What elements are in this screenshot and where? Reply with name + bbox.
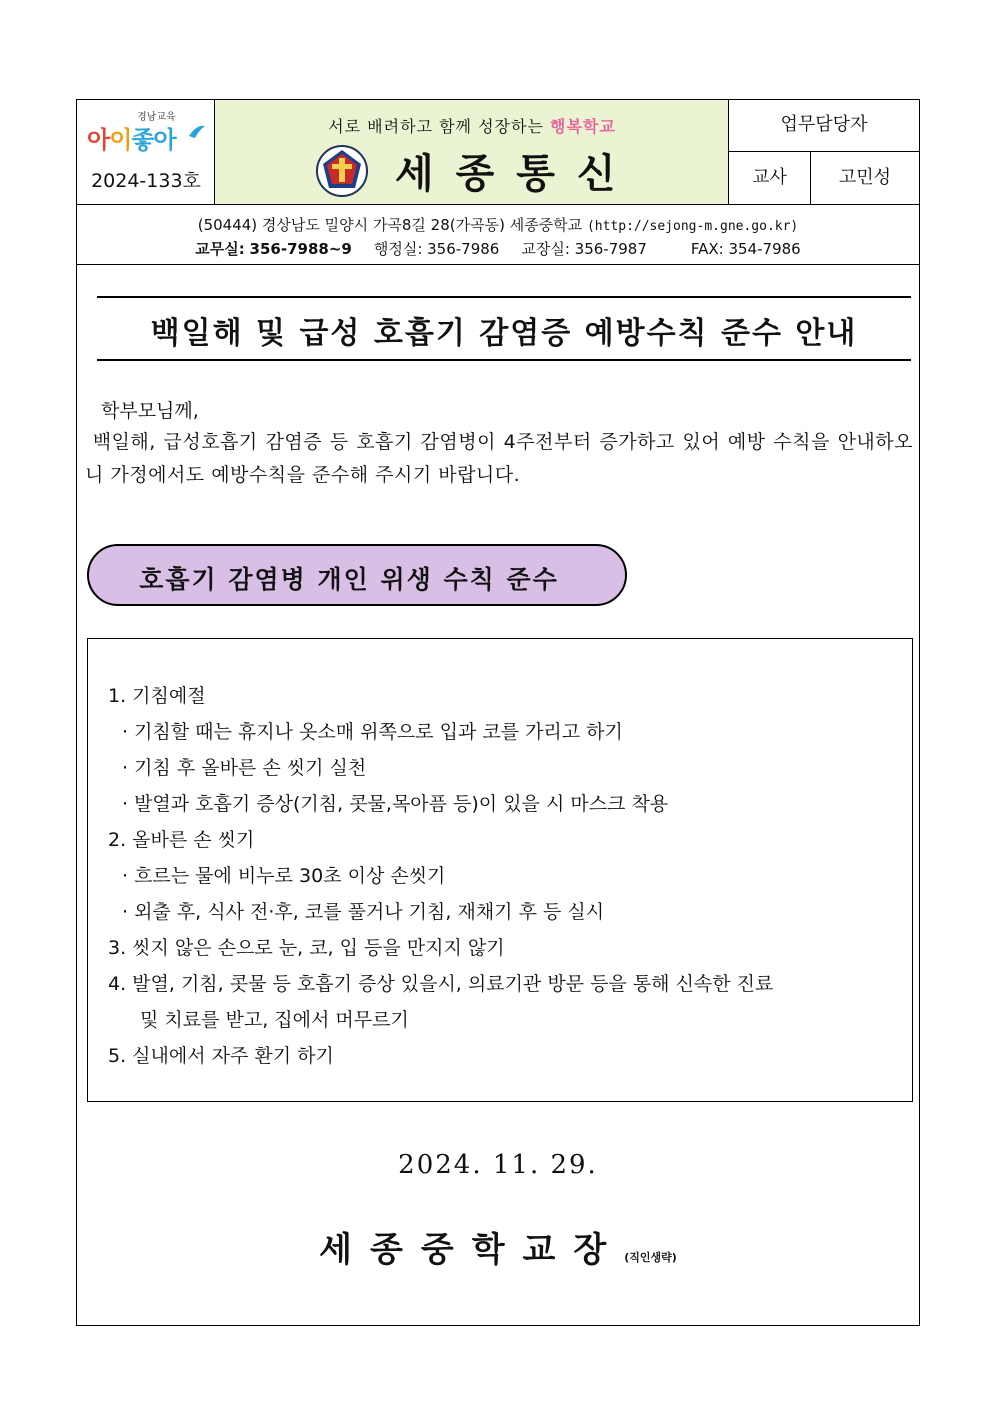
section-heading: 호흡기 감염병 개인 위생 수칙 준수 — [139, 565, 559, 594]
seal-omitted: (직인생략) — [624, 1251, 677, 1264]
admin-phone: 행정실: 356-7986 — [373, 240, 500, 258]
contact-numbers — [77, 238, 919, 259]
rule-item: · 기침할 때는 휴지나 옷소매 위쪽으로 입과 코를 가리고 하기 — [122, 721, 623, 743]
staff-name: 고민성 — [838, 167, 892, 188]
greeting: 학부모님께, — [101, 400, 199, 422]
logo-text: 아이좋아 — [87, 126, 176, 154]
issue-number: 2024-133호 — [91, 170, 201, 192]
staff-role: 교사 — [729, 152, 811, 204]
rule-item: 5. 실내에서 자주 환기 하기 — [108, 1045, 334, 1067]
office-label: 교무실: — [195, 240, 245, 258]
document-title: 백일해 및 급성 호흡기 감염증 예방수칙 준수 안내 — [150, 316, 858, 351]
slogan: 서로 배려하고 함께 성장하는 행복학교 — [328, 117, 616, 136]
ai-joa-logo — [87, 108, 207, 154]
title-rule-bottom — [97, 359, 911, 361]
rule-item: · 외출 후, 식사 전·후, 코를 풀거나 기침, 재채기 후 등 실시 — [122, 901, 605, 923]
rule-item: 4. 발열, 기침, 콧물 등 호흡기 증상 있을시, 의료기관 방문 등을 통해 신속한 진료 — [108, 973, 774, 995]
rule-item: · 발열과 호흡기 증상(기침, 콧물,목아픔 등)이 있을 시 마스크 착용 — [122, 793, 669, 815]
school-url: (http://sejong-m.gne.go.kr) — [586, 219, 799, 234]
signature — [77, 1222, 919, 1271]
school-emblem-icon — [315, 144, 369, 198]
title-rule-top — [97, 296, 911, 298]
newsletter-name: 세종통신 — [395, 151, 638, 197]
signer-name: 세종중학교장 — [319, 1230, 625, 1270]
intro-paragraph: 백일해, 급성호흡기 감염증 등 호흡기 감염병이 4주전부터 증가하고 있어 예방 수칙을 안내하오니 가정에서도 예방수칙을 준수해 주시기 바랍니다. — [85, 431, 913, 486]
rule-item: 3. 씻지 않은 손으로 눈, 코, 입 등을 만지지 않기 — [108, 937, 505, 959]
school-address: (50444) 경상남도 밀양시 가곡8길 28(가곡동) 세종중학교 (http://sejong-m.gne.go.kr) — [197, 216, 799, 234]
rule-item: · 흐르는 물에 비누로 30초 이상 손씻기 — [122, 865, 446, 887]
newsletter-page — [76, 99, 920, 1326]
issue-date: 2024. 11. 29. — [398, 1150, 598, 1180]
fax-number: FAX: 354-7986 — [690, 240, 801, 258]
rules-box — [87, 638, 913, 1102]
principal-phone: 교장실: 356-7987 — [521, 240, 647, 258]
logo-swoosh-icon — [187, 122, 207, 140]
rule-item: · 기침 후 올바른 손 씻기 실천 — [122, 757, 367, 779]
title-cell — [215, 100, 729, 204]
logo-small-text: 경남교육 — [137, 112, 176, 123]
rule-item: 및 치료를 받고, 집에서 머무르기 — [140, 1009, 409, 1031]
section-heading-pill — [87, 544, 627, 606]
rule-item: 1. 기침예절 — [108, 685, 206, 707]
office-phone: 356-7988~9 — [249, 240, 352, 258]
slogan-highlight: 행복학교 — [550, 117, 616, 136]
newsletter-header — [77, 100, 919, 205]
logo-cell — [77, 100, 215, 204]
rule-item: 2. 올바른 손 씻기 — [108, 829, 255, 851]
address-band — [77, 204, 919, 265]
staff-label: 업무담당자 — [729, 100, 919, 152]
